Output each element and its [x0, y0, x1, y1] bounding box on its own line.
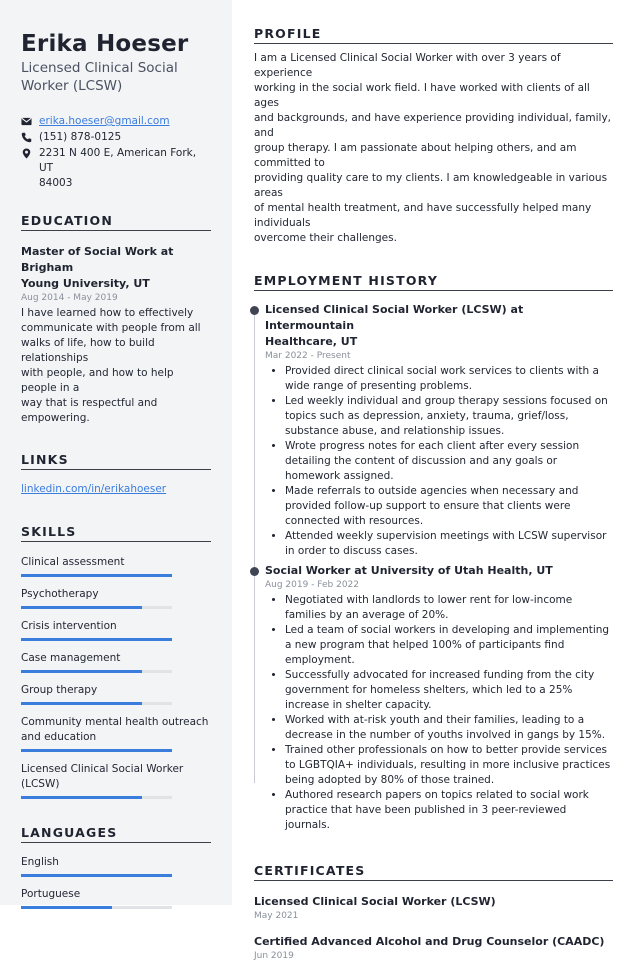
skill-bar — [21, 638, 172, 641]
language-bar — [21, 874, 172, 877]
job-entry — [265, 302, 613, 559]
contact-email — [21, 114, 211, 129]
profile-heading: PROFILE — [254, 26, 613, 44]
certificate-date: May 2021 — [254, 911, 299, 921]
phone-number: (151) 878-0125 — [39, 131, 122, 143]
profile-line: overcome their challenges. — [254, 232, 397, 244]
skills-section — [21, 524, 211, 799]
candidate-title-line: Worker (LCSW) — [21, 78, 123, 94]
skills-list — [21, 555, 211, 799]
languages-section — [21, 825, 211, 909]
skill-bar — [21, 796, 172, 799]
skill-bar — [21, 574, 172, 577]
job-title — [265, 302, 613, 350]
education-desc-line: I have learned how to effectively — [21, 307, 194, 319]
skill-bar-fill — [21, 606, 142, 609]
language-name: Portuguese — [21, 888, 81, 900]
skill-item — [21, 683, 211, 705]
skill-bar-fill — [21, 796, 142, 799]
education-desc-line: with people, and how to help people in a — [21, 367, 174, 394]
skill-bar-fill — [21, 638, 172, 641]
skill-bar-fill — [21, 749, 172, 752]
language-item — [21, 855, 211, 877]
job-bullet: • Made referrals to outside agencies when necessary and provided follow-up support to ensure that clients were connected with resources. — [285, 484, 613, 529]
profile-line: and backgrounds, and have experience providing individual, family, and — [254, 112, 611, 139]
job-title-line: Healthcare, UT — [265, 335, 358, 348]
degree-title — [21, 244, 211, 292]
skill-bar-fill — [21, 670, 142, 673]
job-title-line: Licensed Clinical Social Worker (LCSW) at Intermountain — [265, 303, 524, 332]
job-bullet: • Wrote progress notes for each client after every session detailing the content of discussion and any goals or homework assigned. — [285, 439, 613, 484]
timeline-line — [254, 310, 255, 783]
phone-icon — [21, 132, 32, 143]
job-bullets — [265, 593, 613, 833]
certificate-title: Certified Advanced Alcohol and Drug Counselor (CAADC) — [254, 935, 605, 948]
job-dates: Aug 2019 - Feb 2022 — [265, 580, 360, 590]
job-dates: Mar 2022 - Present — [265, 351, 351, 361]
skill-item — [21, 715, 211, 752]
language-bar-fill — [21, 874, 172, 877]
skill-bar — [21, 670, 172, 673]
job-bullet: • Negotiated with landlords to lower rent for low-income families by an average of 20%. — [285, 593, 613, 623]
job-bullet: • Authored research papers on topics related to social work practice that have been published in 3 peer-reviewed journals. — [285, 788, 613, 833]
job-bullets — [265, 364, 613, 559]
job-entry — [265, 563, 613, 833]
skills-heading: SKILLS — [21, 524, 211, 542]
education-desc-line: walks of life, how to build relationships — [21, 337, 155, 364]
skill-bar-fill — [21, 702, 142, 705]
language-name: English — [21, 856, 59, 868]
education-description — [21, 306, 211, 426]
address-line: 2231 N 400 E, American Fork, UT — [39, 147, 197, 174]
email-icon — [21, 116, 32, 127]
job-bullet: • Attended weekly supervision meetings with LCSW supervisor in order to discuss cases. — [285, 529, 613, 559]
education-desc-line: communicate with people from all — [21, 322, 201, 334]
language-bar — [21, 906, 172, 909]
skill-item — [21, 762, 211, 799]
profile-line: working in the social work field. I have worked with clients of all ages — [254, 82, 590, 109]
skill-name: Licensed Clinical Social Worker (LCSW) — [21, 763, 184, 790]
main-content — [232, 0, 640, 961]
job-bullet: • Worked with at-risk youth and their families, leading to a decrease in the number of youths involved in gangs by 15%. — [285, 713, 613, 743]
language-bar-fill — [21, 906, 112, 909]
job-bullet: • Trained other professionals on how to better provide services to LGBTQIA+ individuals, resulting in more inclusive practices being adopted by 80% of those trained. — [285, 743, 613, 788]
job-bullet: • Led a team of social workers in developing and implementing a new program that helped 100% of participants find employment. — [285, 623, 613, 668]
language-item — [21, 887, 211, 909]
languages-list — [21, 855, 211, 909]
skill-item — [21, 651, 211, 673]
address-line: 84003 — [39, 177, 73, 189]
candidate-title-line: Licensed Clinical Social — [21, 60, 178, 76]
certificates-section — [254, 863, 613, 963]
candidate-title — [21, 59, 211, 95]
job-bullet: • Provided direct clinical social work services to clients with a wide range of presenting problems. — [285, 364, 613, 394]
job-title: Social Worker at University of Utah Health, UT — [265, 564, 553, 577]
skill-name: Case management — [21, 652, 121, 664]
skill-name: Group therapy — [21, 684, 98, 696]
degree-title-line: Young University, UT — [21, 277, 150, 290]
education-heading: EDUCATION — [21, 213, 211, 231]
employment-timeline — [254, 302, 613, 833]
skill-item — [21, 555, 211, 577]
employment-section — [254, 273, 613, 833]
timeline-dot — [250, 567, 259, 576]
address — [39, 146, 211, 191]
certificate-title: Licensed Clinical Social Worker (LCSW) — [254, 895, 496, 908]
skill-name: Psychotherapy — [21, 588, 99, 600]
skill-name: Crisis intervention — [21, 620, 117, 632]
profile-line: I am a Licensed Clinical Social Worker with over 3 years of experience — [254, 52, 561, 79]
job-bullet: • Successfully advocated for increased funding from the city government for homeless shelters, which led to a 25% increase in shelter capacity. — [285, 668, 613, 713]
skill-bar — [21, 606, 172, 609]
education-desc-line: way that is respectful and empowering. — [21, 397, 158, 424]
contact-address — [21, 146, 211, 191]
certificates-heading: CERTIFICATES — [254, 863, 613, 881]
contact-phone — [21, 130, 211, 145]
profile-line: group therapy. I am passionate about helping others, and am committed to — [254, 142, 577, 169]
contact-info — [21, 114, 211, 191]
links-heading: LINKS — [21, 452, 211, 470]
job-bullet: • Led weekly individual and group therapy sessions focused on topics such as depression, anxiety, trauma, grief/loss, substance abuse, and relationship issues. — [285, 394, 613, 439]
profile-line: of mental health treatment, and have successfully helped many individuals — [254, 202, 592, 229]
skill-name: Community mental health outreach and education — [21, 716, 209, 743]
skill-item — [21, 619, 211, 641]
education-section — [21, 213, 211, 426]
links-section — [21, 452, 211, 497]
skill-bar — [21, 702, 172, 705]
sidebar — [0, 0, 232, 905]
profile-line: providing quality care to my clients. I am knowledgeable in various areas — [254, 172, 608, 199]
skill-name: Clinical assessment — [21, 556, 125, 568]
candidate-name: Erika Hoeser — [21, 31, 189, 57]
certificate-date: Jun 2019 — [254, 951, 294, 961]
skill-item — [21, 587, 211, 609]
linkedin-link[interactable]: linkedin.com/in/erikahoeser — [21, 483, 167, 495]
profile-section — [254, 26, 613, 246]
degree-title-line: Master of Social Work at Brigham — [21, 245, 174, 274]
employment-heading: EMPLOYMENT HISTORY — [254, 273, 613, 291]
email-link[interactable]: erika.hoeser@gmail.com — [39, 115, 170, 127]
location-pin-icon — [21, 148, 32, 159]
education-dates: Aug 2014 - May 2019 — [21, 293, 118, 303]
skill-bar — [21, 749, 172, 752]
languages-heading: LANGUAGES — [21, 825, 211, 843]
timeline-dot — [250, 306, 259, 315]
profile-text — [254, 51, 613, 246]
skill-bar-fill — [21, 574, 172, 577]
